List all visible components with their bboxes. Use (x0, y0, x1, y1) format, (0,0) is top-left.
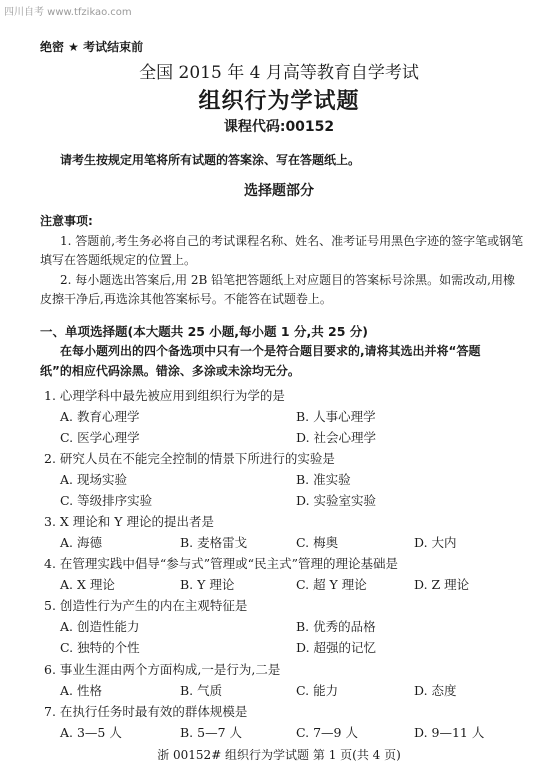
watermark: 四川自考 www.tfzikao.com (4, 7, 132, 18)
course-code: 课程代码:00152 (223, 119, 335, 135)
option-5a: A. 创造性能力 (60, 619, 140, 634)
option-3c: C. 梅奥 (296, 535, 339, 550)
exam-name: 全国 2015 年 4 月高等教育自学考试 (139, 63, 419, 83)
attention-heading: 注意事项: (40, 214, 93, 228)
option-2a: A. 现场实验 (60, 472, 127, 487)
option-7a: A. 3—5 人 (60, 725, 122, 740)
option-4a: A. X 理论 (60, 577, 115, 592)
option-7c: C. 7—9 人 (296, 725, 358, 740)
option-5c: C. 独特的个性 (60, 640, 140, 655)
option-6d: D. 态度 (414, 683, 457, 698)
question-7: 7. 在执行任务时最有效的群体规模是 (44, 704, 248, 719)
section-instruction: 在每小题列出的四个备选项中只有一个是符合题目要求的,请将其选出并将“答题 (60, 344, 481, 358)
question-3: 3. X 理论和 Y 理论的提出者是 (44, 514, 214, 529)
option-4b: B. Y 理论 (180, 577, 235, 592)
option-4c: C. 超 Y 理论 (296, 577, 367, 592)
question-2: 2. 研究人员在不能完全控制的情景下所进行的实验是 (44, 451, 335, 466)
page-footer: 浙 00152# 组织行为学试题 第 1 页(共 4 页) (157, 748, 401, 762)
attention-item-2-cont: 皮擦干净后,再选涂其他答案标号。不能答在试题卷上。 (40, 292, 332, 306)
option-2c: C. 等级排序实验 (60, 493, 153, 508)
option-7d: D. 9—11 人 (414, 725, 485, 740)
option-2b: B. 准实验 (296, 472, 351, 487)
section-instruction-cont: 纸”的相应代码涂黑。错涂、多涂或未涂均无分。 (40, 364, 300, 378)
option-6c: C. 能力 (296, 683, 339, 698)
attention-item-1: 1. 答题前,考生务必将自己的考试课程名称、姓名、准考证号用黑色字迹的签字笔或钢笔 (60, 234, 524, 248)
section-heading: 一、单项选择题(本大题共 25 小题,每小题 1 分,共 25 分) (40, 324, 369, 339)
part-title: 选择题部分 (244, 183, 314, 199)
answer-instruction: 请考生按规定用笔将所有试题的答案涂、写在答题纸上。 (60, 153, 361, 167)
option-1d: D. 社会心理学 (296, 430, 377, 445)
confidential-label: 绝密 ★ 考试结束前 (40, 40, 144, 54)
option-1c: C. 医学心理学 (60, 430, 140, 445)
option-4d: D. Z 理论 (414, 577, 470, 592)
page-title: 组织行为学试题 (198, 89, 360, 114)
option-3b: B. 麦格雷戈 (180, 535, 248, 550)
question-6: 6. 事业生涯由两个方面构成,一是行为,二是 (44, 662, 281, 677)
question-4: 4. 在管理实践中倡导“参与式”管理或“民主式”管理的理论基础是 (44, 556, 398, 571)
option-5d: D. 超强的记忆 (296, 640, 377, 655)
option-1a: A. 教育心理学 (60, 409, 140, 424)
option-6b: B. 气质 (180, 683, 223, 698)
option-5b: B. 优秀的品格 (296, 619, 376, 634)
attention-item-2: 2. 每小题选出答案后,用 2B 铅笔把答题纸上对应题目的答案标号涂黑。如需改动,用橡 (60, 273, 515, 287)
option-2d: D. 实验室实验 (296, 493, 377, 508)
option-3a: A. 海德 (60, 535, 102, 550)
attention-item-1-cont: 填写在答题纸规定的位置上。 (40, 253, 197, 267)
option-3d: D. 大内 (414, 535, 457, 550)
option-6a: A. 性格 (60, 683, 102, 698)
question-5: 5. 创造性行为产生的内在主观特征是 (44, 598, 248, 613)
option-7b: B. 5—7 人 (180, 725, 243, 740)
question-1: 1. 心理学科中最先被应用到组织行为学的是 (44, 388, 285, 403)
option-1b: B. 人事心理学 (296, 409, 376, 424)
